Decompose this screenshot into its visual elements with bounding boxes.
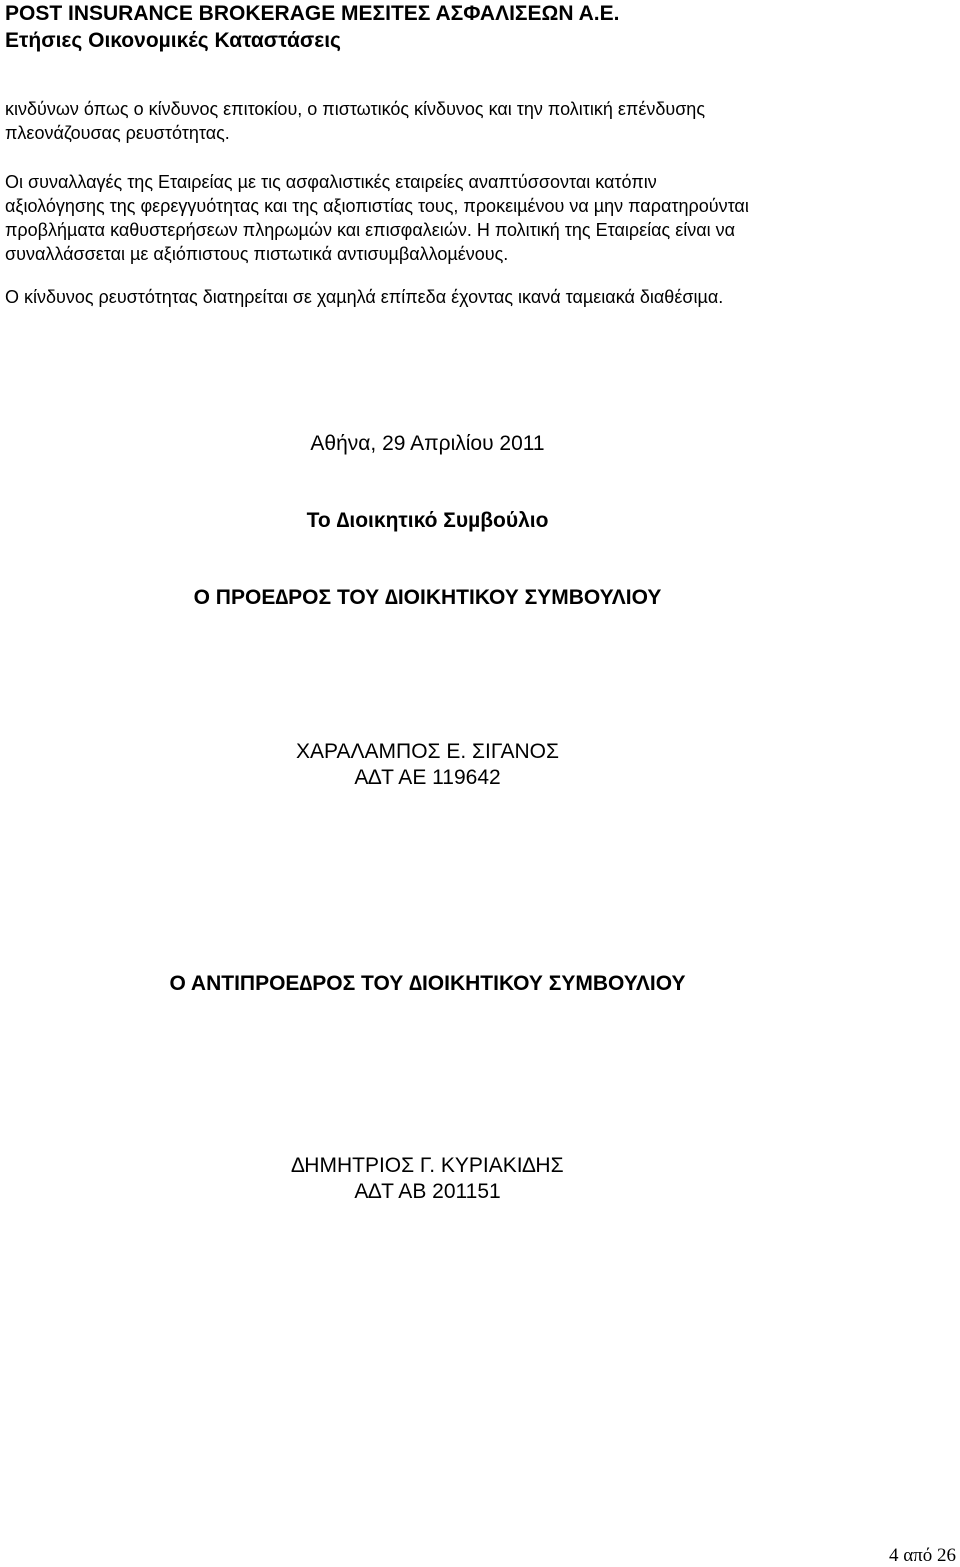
vice-chairman-title: Ο ΑΝΤΙΠΡΟΕ∆ΡΟΣ ΤΟΥ ∆ΙΟΙΚΗΤΙΚΟΥ ΣΥΜΒΟΥΛΙΟΥ	[169, 972, 686, 995]
paragraph-liquidity-policy	[5, 97, 705, 145]
place-date: Αθήνα, 29 Απριλίου 2011	[310, 432, 545, 455]
paragraph-credit-risk	[5, 170, 749, 266]
text-line: προβλήµατα καθυστερήσεων πληρωµών και επισφαλειών. Η πολιτική της Εταιρείας είναι να	[5, 220, 736, 240]
chairman-title: Ο ΠΡΟΕ∆ΡΟΣ ΤΟΥ ∆ΙΟΙΚΗΤΙΚΟΥ ΣΥΜΒΟΥΛΙΟΥ	[193, 586, 662, 609]
text-line: αξιολόγησης της φερεγγυότητας και της αξιοπιστίας τους, προκειµένου να µην παρατηρούνται	[5, 196, 749, 216]
text-line: πλεονάζουσας ρευστότητας.	[5, 123, 230, 143]
board-heading: Το ∆ιοικητικό Συµβούλιο	[306, 509, 549, 532]
text-line: συναλλάσσεται µε αξιόπιστους πιστωτικά αντισυµβαλλοµένους.	[5, 244, 509, 264]
vice-chairman-name: ∆ΗΜΗΤΡΙΟΣ Γ. ΚΥΡΙΑΚΙ∆ΗΣ	[291, 1154, 564, 1177]
document-title: Ετήσιες Οικονοµικές Καταστάσεις	[5, 29, 341, 52]
text-line: Οι συναλλαγές της Εταιρείας µε τις ασφαλιστικές εταιρείες αναπτύσσονται κατόπιν	[5, 172, 657, 192]
text-line: Ο κίνδυνος ρευστότητας διατηρείται σε χαµηλά επίπεδα έχοντας ικανά ταµειακά διαθέσιµα.	[5, 287, 724, 307]
chairman-name: ΧΑΡΑΛΑΜΠΟΣ Ε. ΣΙΓΑΝΟΣ	[296, 740, 559, 763]
company-name: POST INSURANCE BROKERAGE ΜΕΣΙΤΕΣ ΑΣΦΑΛΙΣΕΩΝ Α.Ε.	[5, 2, 620, 25]
text-line: κινδύνων όπως ο κίνδυνος επιτοκίου, ο πιστωτικός κίνδυνος και την πολιτική επένδυσης	[5, 99, 705, 119]
paragraph-liquidity-risk	[5, 285, 723, 309]
page-number: 4 από 26	[888, 1545, 956, 1566]
document-header	[5, 0, 945, 54]
chairman-id: Α∆Τ ΑΕ 119642	[354, 766, 501, 789]
vice-chairman-id: Α∆Τ ΑΒ 201151	[354, 1180, 501, 1203]
